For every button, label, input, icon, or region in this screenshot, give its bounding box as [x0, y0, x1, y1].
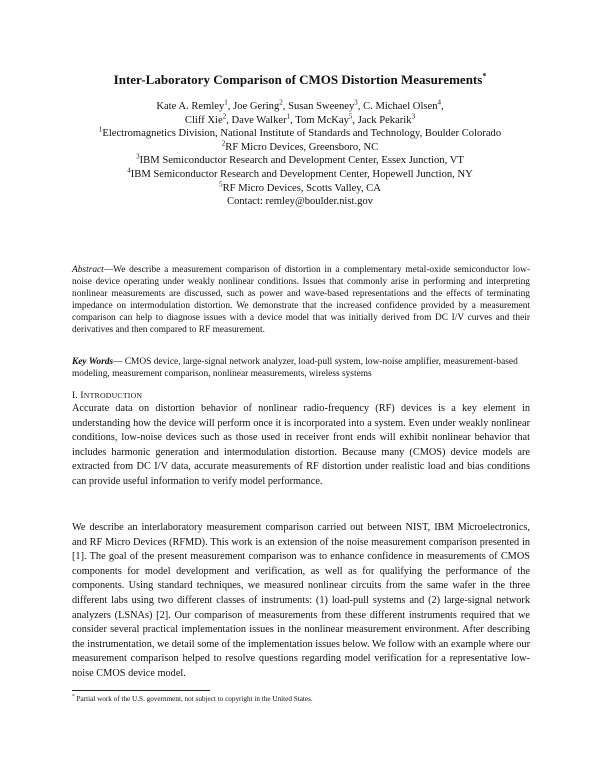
author-name: Kate A. Remley	[156, 101, 225, 112]
author-name: Susan Sweeney	[288, 101, 355, 112]
paper-title	[60, 72, 540, 88]
author-affiliation-mark: 5	[348, 112, 353, 121]
abstract-text: —We describe a measurement comparison of distortion in a complementary metal-oxide semiconductor low-noise device operating under weakly nonlinear conditions. Issues that commonly arise in performing and interpreting nonlinear measurements are discussed, such as power and wave-based representations and the effects of terminating impedance on intermodulation distortion. We demonstrate that the increased confidence provided by a measurement comparison can help to diagnose issues with a device model that was initially derived from DC I/V curves and their derivatives and then compared to RF measurement.	[72, 265, 530, 335]
keywords	[72, 357, 530, 381]
contact-line: Contact: remley@boulder.nist.gov	[227, 196, 373, 208]
affiliation-text: IBM Semiconductor Research and Development Center, Essex Junction, VT	[139, 155, 464, 167]
affiliation-text: RF Micro Devices, Greensboro, NC	[225, 141, 379, 153]
section-heading-introduction	[72, 390, 142, 402]
affiliation-4	[50, 168, 550, 182]
author-block	[50, 100, 550, 209]
affiliation-text: RF Micro Devices, Scotts Valley, CA	[222, 182, 381, 194]
affiliation-mark: 4	[127, 166, 131, 175]
author-affiliation-mark: 2	[222, 112, 227, 121]
author-affiliation-mark: 1	[224, 98, 228, 107]
author-name: C. Michael Olsen	[363, 101, 438, 112]
author-name: Cliff Xie	[184, 114, 223, 126]
body-paragraph-1: Accurate data on distortion behavior of nonlinear radio-frequency (RF) devices is a key element in understanding how the device will perform once it is incorporated into a system. Even under weakly nonlinear conditions, low-noise devices such as those used in receiver front ends will exhibit nonlinear behavior that includes harmonic generation and intermodulation distortion. Because many (CMOS) device models are extracted from DC I/V data, accurate measurements of RF distortion under realistic load and bias conditions can provide useful information to verify model performance.	[72, 403, 530, 487]
affiliation-mark: 2	[221, 139, 226, 148]
abstract	[72, 265, 530, 336]
section-title-initial: I	[80, 391, 84, 401]
affiliation-3	[50, 154, 550, 168]
affiliation-mark: 5	[219, 180, 223, 189]
author-affiliation-mark: 2	[279, 98, 283, 107]
author-name: Joe Gering	[233, 101, 280, 112]
title-text: Inter-Laboratory Comparison of CMOS Distortion Measurements	[113, 72, 483, 87]
author-name: Jack Pekarik	[357, 114, 412, 126]
affiliation-mark: 3	[136, 152, 140, 161]
abstract-label: Abstract	[72, 265, 104, 275]
author-line-1: Kate A. Remley$^1$, Joe Gering$^2$, Susan Sweeney$^3$, C. Michael Olsen$^4$,	[156, 98, 444, 112]
footnote-divider	[72, 690, 210, 691]
body-paragraph-2: We describe an interlaboratory measurement comparison carried out between NIST, IBM Microelectronics, and RF Micro Devices (RFMD). This work is an extension of the noise measurement comparison presented in [1]. The goal of the present measurement comparison was to enhance confidence in measurements of CMOS components for model development and verification, as well as for qualifying the performance of the components. Using standard techniques, we measured nonlinear circuits from the same wafer in the three different labs using two different classes of instruments: (1) load-pull systems and (2) large-signal network analyzers (LSNAs) [2]. Our comparison of measurements from these different instruments required that we consider several practical implementation issues in the nonlinear measurement environment. After describing the instrumentation, we detail some of the implementation issues below. We follow with an example where our measurement comparison helped to resolve questions regarding model verification for a representative low-noise CMOS device model.	[72, 522, 530, 679]
author-name: Tom McKay	[295, 114, 349, 126]
footnote-mark: *	[72, 693, 75, 700]
section-number: I.	[72, 391, 78, 401]
affiliation-1	[50, 127, 550, 141]
author-affiliation-mark: 1	[286, 112, 291, 121]
author-affiliation-mark: 4	[437, 98, 442, 107]
keywords-text: — CMOS device, large-signal network analyzer, load-pull system, low-noise amplifier, measurement-based modeling, measurement comparison, nonlinear measurements, wireless systems	[72, 357, 518, 379]
footnote-text: Partial work of the U.S. government, not subject to copyright in the United States.	[74, 695, 313, 703]
author-affiliation-mark: 3	[354, 98, 358, 107]
affiliation-text: Electromagnetics Division, National Institute of Standards and Technology, Boulder Colorado	[102, 128, 502, 140]
keywords-label: Key Words	[72, 357, 114, 367]
affiliation-5	[50, 182, 550, 196]
affiliation-2	[50, 141, 550, 155]
title-footnote-mark: *	[482, 71, 487, 81]
footnote	[72, 694, 530, 704]
author-name: Dave Walker	[231, 114, 287, 126]
affiliation-mark: 1	[98, 125, 103, 134]
section-title-rest: NTRODUCTION	[83, 391, 143, 400]
author-line-2: Cliff Xie$^2$, Dave Walker$^1$, Tom McKay$^5$, Jack Pekarik$^3$	[184, 112, 416, 126]
affiliation-text: IBM Semiconductor Research and Development Center, Hopewell Junction, NY	[130, 168, 473, 180]
author-affiliation-mark: 3	[411, 112, 416, 121]
